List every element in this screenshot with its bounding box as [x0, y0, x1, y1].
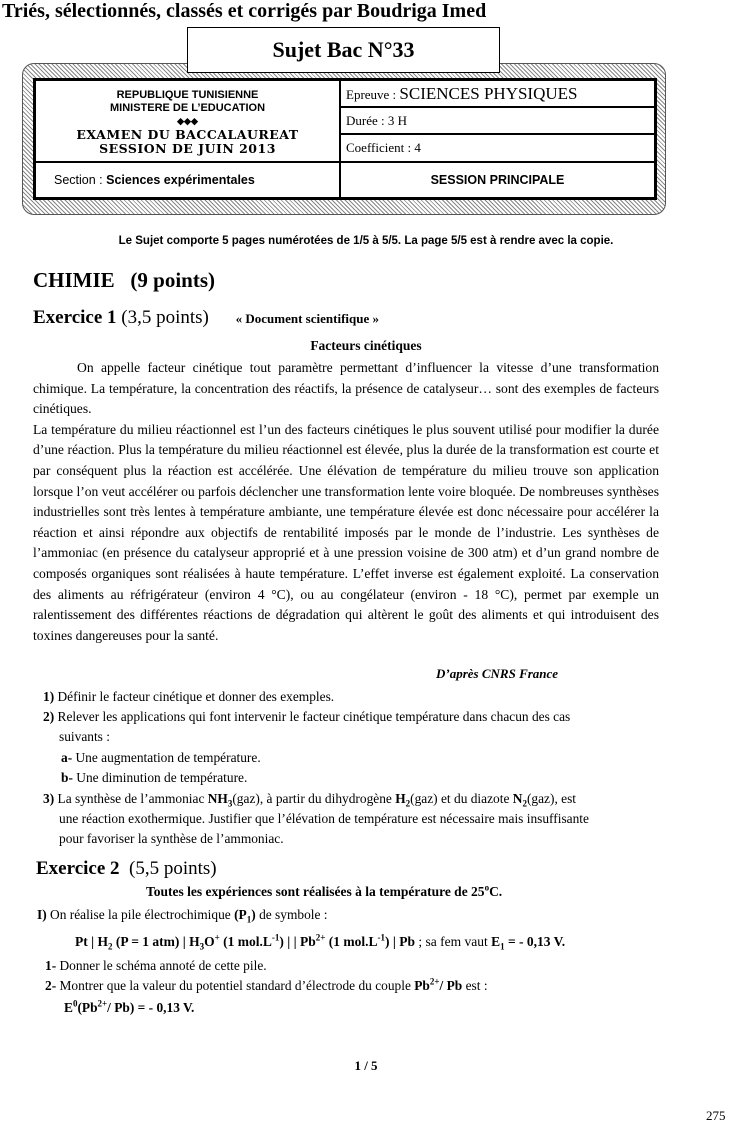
document-text [33, 358, 659, 646]
ministere: MINISTERE DE L’EDUCATION [109, 102, 266, 114]
question-2 [43, 707, 570, 727]
part1-q1-text: Donner le schéma annoté de cette pile. [59, 958, 267, 973]
question-3-line3: pour favoriser la synthèse de l’ammoniac. [59, 831, 284, 846]
pile-e: ) | | Pb [279, 934, 316, 949]
ministry-block [35, 80, 340, 162]
sujet-title: Sujet Bac N°33 [187, 27, 500, 73]
session-year: SESSION DE JUIN 2013 [99, 141, 276, 156]
part1-q2-text-b: est : [465, 978, 488, 993]
q3-nh3: NH [207, 791, 228, 806]
question-2b [61, 768, 247, 788]
q3-text-b: (gaz), à partir du dihydrogène [232, 791, 392, 806]
diamonds-ornament: ◆◆◆ [177, 116, 198, 126]
exercice2-label: Exercice 2 [36, 858, 120, 879]
pile-name: (P [234, 907, 247, 922]
exercice2-note [146, 884, 502, 900]
part1-q2-text-a: Montrer que la valeur du potentiel standard d’électrode du couple [59, 978, 411, 993]
pile-g: ) | Pb [385, 934, 415, 949]
part1-question-2 [45, 976, 488, 996]
q3-nh3-sub: 3 [227, 798, 233, 809]
pile-a: Pt | H [75, 934, 108, 949]
eq-b: / Pb) = - 0,13 V. [107, 1000, 195, 1015]
pile-a-sub: 2 [107, 941, 113, 952]
exercice2-points: (5,5 points) [129, 858, 217, 879]
pile-b: (P = 1 atm) | H [112, 934, 200, 949]
ex2-note-degree: o [484, 882, 490, 893]
section-label: Section : [54, 173, 103, 187]
question-1 [43, 687, 334, 707]
part1-intro [37, 905, 328, 925]
exercice1-points: (3,5 points) [121, 307, 209, 328]
eq-e-sup: 0 [72, 998, 78, 1009]
session-type-cell: SESSION PRINCIPALE [340, 162, 655, 198]
paragraph-2: La température du milieu réactionnel est l’un des facteurs cinétiques le plus souvent utilisé pour modifier la durée d’une réaction. Plus la température du milieu réactionnel est élevée, plus la durée de la transformation est courte et par conséquent plus la réaction est accélérée. Une élévation de température du milieu trouve son application lorsque l’on veut accélérer ou parfois déclencher une transformation lente voire bloquée. De nombreuses synthèses industrielles sont très lentes à température ambiante, une température élevée est donc nécessaire pour accélérer la réaction et ainsi répondre aux objectifs de rentabilité imposés par le monde de l’industrie. Les synthèses de l’ammoniac (en présence du catalyseur approprié et à une pression voisine de 300 atm) et d’un grand nombre de composés organiques sont réalisées à haute température. L’effet inverse est également exploité. La conservation des aliments au réfrigérateur (environ 4 °C), ou au congélateur (environ - 18 °C), permet par exemple un ralentissement des différentes réactions de dégradation qui altèrent le goût des aliments et qui introduisent des toxines dangereuses pour la santé. [33, 421, 659, 643]
part1-number: I) [37, 907, 47, 922]
q3-h2: H [395, 791, 406, 806]
pile-c: O [204, 934, 215, 949]
epreuve-label: Epreuve : [346, 87, 397, 102]
question-2b-text: Une diminution de température. [76, 770, 248, 785]
exam-header [33, 78, 657, 200]
question-2a [61, 748, 261, 768]
pile-b-sub: 3 [199, 941, 205, 952]
section-value: Sciences expérimentales [106, 173, 255, 187]
republique: REPUBLIQUE TUNISIENNE [116, 89, 259, 101]
question-2-number: 2) [43, 709, 55, 724]
pile-f-sup: -1 [377, 932, 385, 943]
part1-q2-pb-sup: 2+ [429, 976, 440, 987]
document-title: Facteurs cinétiques [310, 338, 422, 353]
section-cell [35, 162, 340, 198]
q3-h2-sub: 2 [405, 798, 411, 809]
page-notice: Le Sujet comporte 5 pages numérotées de 1/5 à 5/5. La page 5/5 est à rendre avec la copie. [118, 235, 614, 247]
question-2a-text: Une augmentation de température. [75, 750, 261, 765]
pile-h: ; sa fem vaut [414, 934, 492, 949]
exercice1-label: Exercice 1 [33, 307, 117, 328]
top-title: Triés, sélectionnés, classés et corrigés par Boudriga Imed [2, 0, 487, 22]
question-2-line2: suivants : [59, 729, 110, 744]
question-1-number: 1) [43, 689, 55, 704]
page-footer: 1 / 5 [354, 1058, 378, 1073]
part1-text-a: On réalise la pile électrochimique [50, 907, 231, 922]
examen-title: EXAMEN DU BACCALAUREAT [76, 127, 299, 142]
part1-q2-pb: Pb [414, 978, 430, 993]
question-3-number: 3) [43, 791, 55, 806]
exercice2-heading [36, 858, 217, 880]
part1-text-b: de symbole : [259, 907, 328, 922]
ex2-note-text: Toutes les expériences sont réalisées à la température de 25 [146, 884, 485, 899]
epreuve-value: SCIENCES PHYSIQUES [399, 84, 578, 103]
q3-text-d: (gaz), est [526, 791, 577, 806]
q3-text-c: (gaz) et du diazote [410, 791, 510, 806]
question-3 [43, 789, 576, 809]
pile-j: = - 0,13 V. [504, 934, 566, 949]
part1-question-1 [45, 956, 267, 976]
pile-symbol [75, 934, 565, 950]
question-1-text: Définir le facteur cinétique et donner des exemples. [57, 689, 335, 704]
pile-e-sup: 2+ [315, 932, 326, 943]
pile-f: (1 mol.L [325, 934, 378, 949]
pile-name-end: ) [251, 907, 256, 922]
part1-q2-number: 2- [45, 978, 57, 993]
question-3-line2: une réaction exothermique. Justifier que l’élévation de température est nécessaire mais insuffisante [59, 811, 589, 826]
q3-text-a: La synthèse de l’ammoniac [57, 791, 205, 806]
eq-a: (Pb [77, 1000, 98, 1015]
eq-a-sup: 2+ [97, 998, 108, 1009]
pile-i: E [491, 934, 501, 949]
q3-n2: N [512, 791, 523, 806]
pile-d-sup: -1 [271, 932, 280, 943]
page-number: 275 [706, 1108, 726, 1123]
part1-q2-pb2: / Pb [439, 978, 463, 993]
document-source: D’après CNRS France [436, 666, 559, 681]
part1-q1-number: 1- [45, 958, 57, 973]
coefficient-cell: Coefficient : 4 [340, 134, 655, 162]
potential-equation [64, 998, 194, 1018]
pile-c-sup: + [214, 932, 220, 943]
question-2a-number: a- [61, 750, 73, 765]
chimie-heading: CHIMIE (9 points) [33, 268, 216, 292]
paragraph-1: On appelle facteur cinétique tout paramètre permettant d’influencer la vitesse d’une transformation chimique. La température, la concentration des réactifs, la présence de catalyseur… sont des exemples de facteurs cinétiques. [33, 360, 659, 417]
pile-i-sub: 1 [500, 941, 505, 952]
pile-name-sub: 1 [246, 914, 252, 925]
q3-n2-sub: 2 [522, 798, 527, 809]
epreuve-cell [340, 80, 655, 107]
exercice1-heading [33, 307, 379, 329]
eq-e: E [64, 1000, 73, 1015]
ex2-note-unit: C. [489, 884, 503, 899]
pile-d: (1 mol.L [219, 934, 272, 949]
question-2b-number: b- [61, 770, 73, 785]
exercice1-tag: « Document scientifique » [235, 311, 379, 326]
question-2-text: Relever les applications qui font intervenir le facteur cinétique température dans chacun des cas [57, 709, 571, 724]
duree-cell: Durée : 3 H [340, 107, 655, 134]
